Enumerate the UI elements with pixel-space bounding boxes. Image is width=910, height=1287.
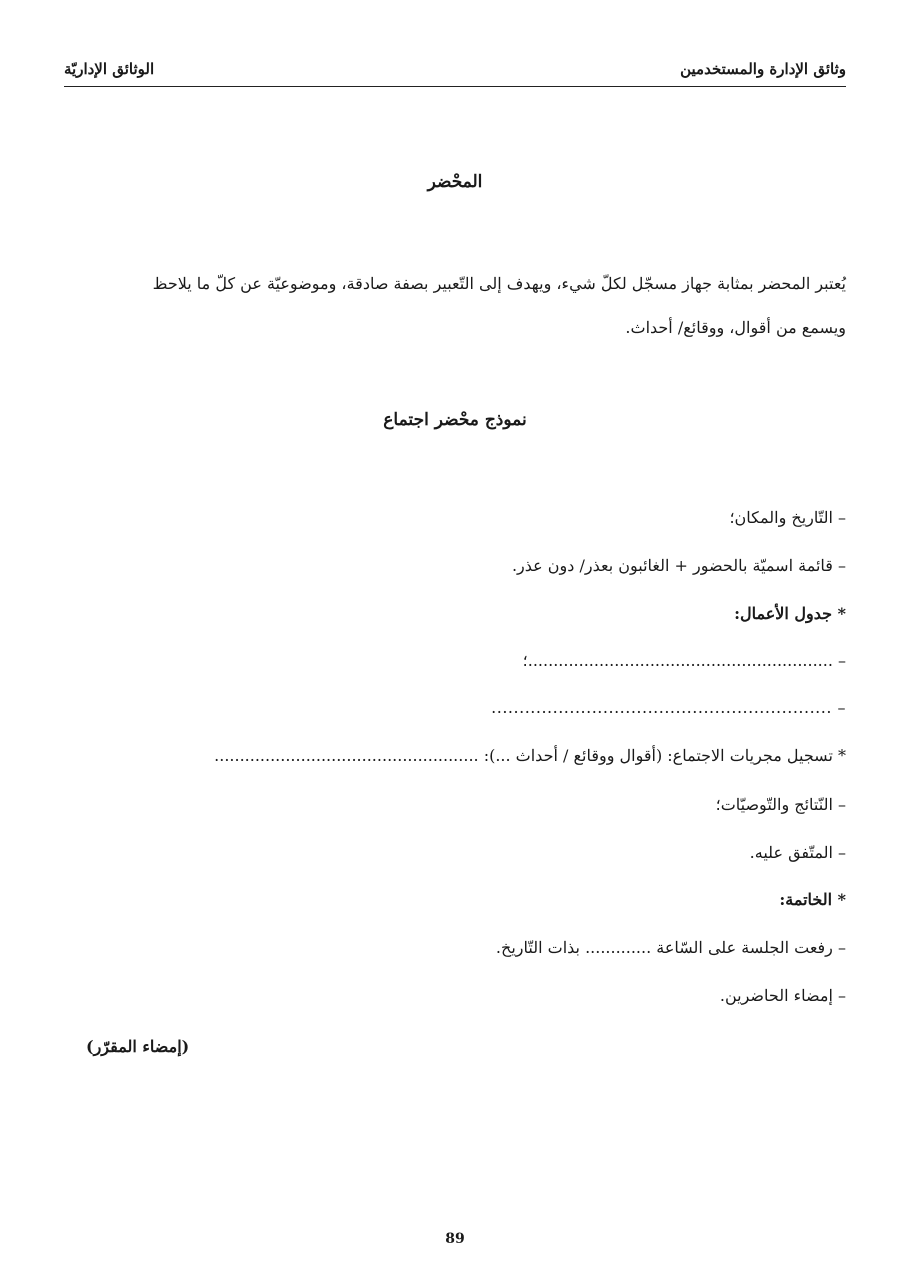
page-header	[64, 56, 846, 87]
agenda-item-1: – ............................................................؛	[522, 651, 846, 670]
item-attendance: – قائمة اسميّة بالحضور + الغائبون بعذر/ دون عذر.	[511, 556, 846, 575]
item-session-closed: – رفعت الجلسة على السّاعة ............. بذات التّاريخ.	[495, 938, 846, 957]
item-proceedings: * تسجيل مجريات الاجتماع: (أقوال ووقائع / أحداث ...): ....................................................	[214, 746, 846, 765]
intro-line-1: يُعتبر المحضر بمثابة جهاز مسجّل لكلّ شيء، ويهدف إلى التّعبير بصفة صادقة، وموضوعيّة عن كلّ ما يلاحظ	[152, 274, 846, 293]
item-signatures: – إمضاء الحاضرين.	[719, 986, 846, 1005]
agenda-item-2: – .............................................................	[491, 698, 846, 717]
intro-line-2: ويسمع من أقوال، ووقائع/ أحداث.	[625, 318, 846, 337]
page-number: 89	[445, 1231, 465, 1247]
intro-paragraph	[64, 262, 846, 350]
item-agreed: – المتّفق عليه.	[749, 843, 846, 862]
header-right-title: وثائق الإدارة والمستخدمين	[680, 60, 846, 78]
document-title: المحْضر	[427, 172, 483, 192]
conclusion-heading: * الخاتمة:	[779, 890, 846, 909]
item-results: – النّتائج والتّوصيّات؛	[715, 795, 846, 814]
agenda-heading: * جدول الأعمال:	[734, 604, 846, 623]
item-date-place: – التّاريخ والمكان؛	[729, 508, 846, 527]
rapporteur-signature: (إمضاء المقرّر)	[86, 1037, 190, 1056]
header-left-title: الوثائق الإداريّة	[64, 60, 155, 78]
model-title: نموذج محْضر اجتماع	[383, 410, 527, 430]
